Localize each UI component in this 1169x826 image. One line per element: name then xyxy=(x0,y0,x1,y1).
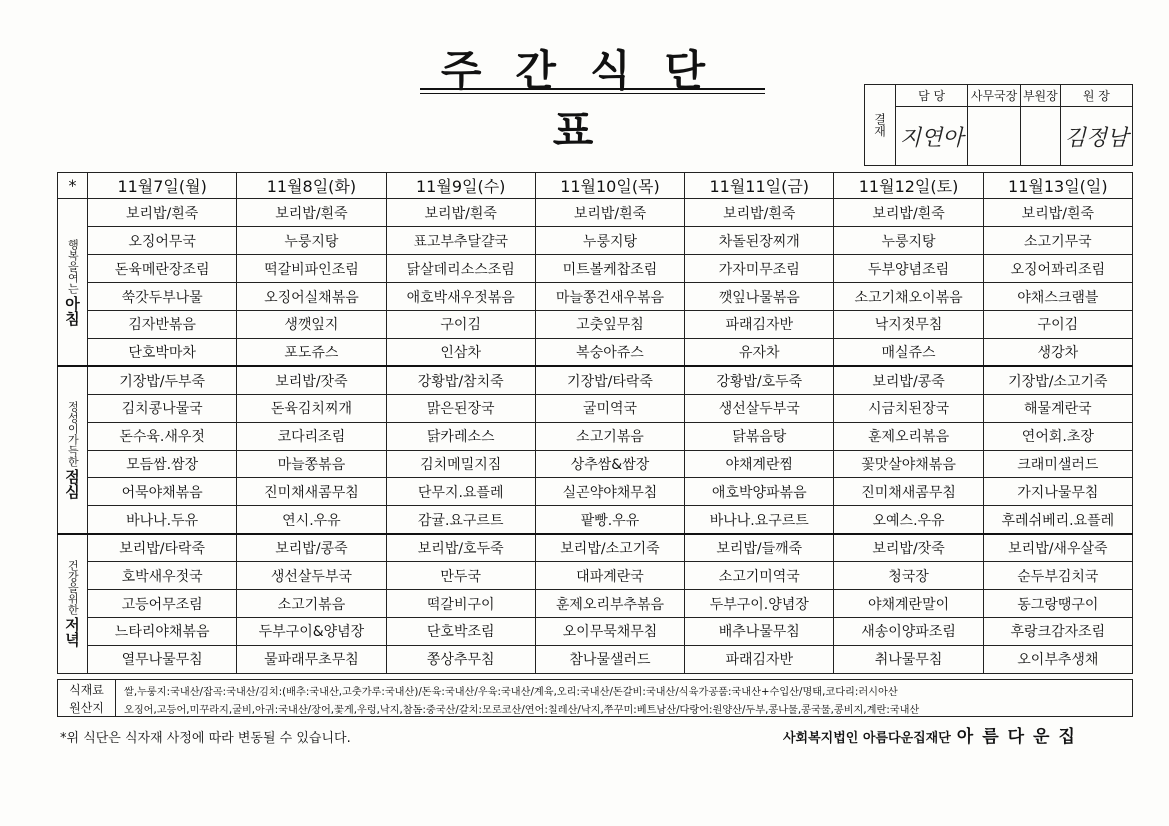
menu-item: 오징어꽈리조림 xyxy=(983,255,1132,283)
menu-row xyxy=(58,422,1133,450)
menu-item: 보리밥/호두죽 xyxy=(386,534,535,562)
menu-item: 새송이양파조림 xyxy=(834,617,983,645)
menu-item: 오이무묵채무침 xyxy=(535,617,684,645)
menu-row xyxy=(58,283,1133,311)
menu-item: 진미채새콤무침 xyxy=(237,478,386,506)
menu-row xyxy=(58,227,1133,255)
menu-row xyxy=(58,394,1133,422)
menu-item: 두부양념조림 xyxy=(834,255,983,283)
menu-item: 후랑크감자조림 xyxy=(983,617,1132,645)
day-header: 11월7일(월) xyxy=(88,173,237,199)
menu-item: 마늘쫑볶음 xyxy=(237,450,386,478)
menu-item: 누룽지탕 xyxy=(535,227,684,255)
menu-item: 떡갈비파인조림 xyxy=(237,255,386,283)
menu-item: 모듬쌈.쌈장 xyxy=(88,450,237,478)
header-row xyxy=(58,173,1133,199)
menu-item: 매실쥬스 xyxy=(834,338,983,366)
meal-label: 행복을여는 xyxy=(66,238,80,294)
approval-signature xyxy=(1020,107,1060,166)
menu-item: 코다리조림 xyxy=(237,422,386,450)
menu-row xyxy=(58,450,1133,478)
menu-item: 후레쉬베리.요플레 xyxy=(983,506,1132,534)
menu-item: 굴미역국 xyxy=(535,394,684,422)
origin-label xyxy=(58,680,116,716)
menu-item: 훈제오리부추볶음 xyxy=(535,590,684,618)
menu-item: 어묵야채볶음 xyxy=(88,478,237,506)
menu-item: 배추나물무침 xyxy=(685,617,834,645)
change-notice: *위 식단은 식자재 사정에 따라 변동될 수 있습니다. xyxy=(60,731,351,746)
menu-row xyxy=(58,534,1133,562)
origin-line-1: 쌀,누룽지:국내산/잡곡:국내산/김치:(배추:국내산,고춧가루:국내산)/돈육:국내산/우육:국내산/계육,오리:국내산/돈갈비:국내산/식육가공품:국내산+수입산/명태,코다리:러시아산 xyxy=(124,687,898,698)
menu-item: 순두부김치국 xyxy=(983,562,1132,590)
menu-item: 애호박양파볶음 xyxy=(685,478,834,506)
menu-item: 대파계란국 xyxy=(535,562,684,590)
approval-label: 결재 xyxy=(865,85,896,166)
menu-row xyxy=(58,562,1133,590)
menu-row xyxy=(58,199,1133,227)
menu-item: 떡갈비구이 xyxy=(386,590,535,618)
menu-item: 바나나.두유 xyxy=(88,506,237,534)
menu-item: 단호박마차 xyxy=(88,338,237,366)
menu-item: 표고부추달걀국 xyxy=(386,227,535,255)
menu-item: 참나물샐러드 xyxy=(535,645,684,673)
menu-item: 가지나물무침 xyxy=(983,478,1132,506)
menu-item: 야채계란찜 xyxy=(685,450,834,478)
menu-item: 쑥갓두부나물 xyxy=(88,283,237,311)
title-underline-thin xyxy=(420,93,765,94)
meal-label-cell xyxy=(58,366,88,533)
approval-role: 담 당 xyxy=(896,85,968,107)
menu-row xyxy=(58,338,1133,366)
menu-item: 기장밥/소고기죽 xyxy=(983,366,1132,394)
menu-item: 호박새우젓국 xyxy=(88,562,237,590)
menu-item: 미트볼케찹조림 xyxy=(535,255,684,283)
origin-label-origin: 원산지 xyxy=(69,700,104,715)
menu-item: 돈수육.새우젓 xyxy=(88,422,237,450)
menu-item: 생강차 xyxy=(983,338,1132,366)
menu-item: 오징어실채볶음 xyxy=(237,283,386,311)
menu-item: 차돌된장찌개 xyxy=(685,227,834,255)
menu-item: 고춧잎무침 xyxy=(535,311,684,339)
meal-label: 건강을위한 xyxy=(66,560,80,616)
menu-item: 보리밥/흰죽 xyxy=(685,199,834,227)
menu-item: 기장밥/두부죽 xyxy=(88,366,237,394)
title-underline xyxy=(420,88,765,90)
approval-role: 부원장 xyxy=(1020,85,1060,107)
menu-item: 누룽지탕 xyxy=(237,227,386,255)
menu-row xyxy=(58,311,1133,339)
menu-row xyxy=(58,366,1133,394)
menu-item: 닭살데리소스조림 xyxy=(386,255,535,283)
menu-item: 맑은된장국 xyxy=(386,394,535,422)
approval-box xyxy=(864,84,1133,166)
menu-item: 진미채새콤무침 xyxy=(834,478,983,506)
menu-item: 상추쌈&쌈장 xyxy=(535,450,684,478)
menu-item: 김자반볶음 xyxy=(88,311,237,339)
origin-label-ingredients: 식재료 xyxy=(69,682,104,697)
meal-name: 아침 xyxy=(63,295,81,326)
menu-item: 보리밥/흰죽 xyxy=(237,199,386,227)
menu-item: 오징어무국 xyxy=(88,227,237,255)
menu-item: 김치콩나물국 xyxy=(88,394,237,422)
menu-item: 단무지.요플레 xyxy=(386,478,535,506)
approval-signature xyxy=(968,107,1021,166)
menu-row xyxy=(58,590,1133,618)
menu-item: 보리밥/흰죽 xyxy=(88,199,237,227)
menu-item: 파래김자반 xyxy=(685,311,834,339)
menu-item: 야채계란말이 xyxy=(834,590,983,618)
menu-item: 포도쥬스 xyxy=(237,338,386,366)
meal-label: 정성이가득한 xyxy=(66,401,80,468)
organization-title: 아름다운집 xyxy=(956,727,1084,747)
menu-item: 보리밥/타락죽 xyxy=(88,534,237,562)
menu-item: 쫑상추무침 xyxy=(386,645,535,673)
menu-item: 생깻잎지 xyxy=(237,311,386,339)
menu-item: 소고기볶음 xyxy=(237,590,386,618)
menu-item: 강황밥/호두죽 xyxy=(685,366,834,394)
menu-item: 훈제오리볶음 xyxy=(834,422,983,450)
menu-item: 물파래무초무침 xyxy=(237,645,386,673)
menu-item: 구이김 xyxy=(983,311,1132,339)
corner-cell: * xyxy=(58,173,88,199)
menu-item: 유자차 xyxy=(685,338,834,366)
menu-item: 보리밥/들깨죽 xyxy=(685,534,834,562)
menu-item: 크래미샐러드 xyxy=(983,450,1132,478)
meal-name: 점심 xyxy=(63,469,81,500)
approval-role: 원 장 xyxy=(1060,85,1132,107)
origin-line-2: 오징어,고등어,미꾸라지,굴비,아귀:국내산/장어,꽃게,우렁,낙지,참돔:중국산/갈치:모로코산/연어:칠레산/낙지,쭈꾸미:베트남산/다랑어:원양산/두부,콩나물,콩국물,콩비지,계란:국내산 xyxy=(124,705,920,716)
menu-item: 보리밥/흰죽 xyxy=(834,199,983,227)
menu-item: 동그랑땡구이 xyxy=(983,590,1132,618)
meal-name: 저녁 xyxy=(63,617,81,648)
menu-item: 연시.우유 xyxy=(237,506,386,534)
menu-item: 취나물무침 xyxy=(834,645,983,673)
menu-item: 파래김자반 xyxy=(685,645,834,673)
menu-item: 열무나물무침 xyxy=(88,645,237,673)
menu-item: 해물계란국 xyxy=(983,394,1132,422)
menu-item: 깻잎나물볶음 xyxy=(685,283,834,311)
menu-item: 복숭아쥬스 xyxy=(535,338,684,366)
menu-item: 가자미무조림 xyxy=(685,255,834,283)
menu-item: 팥빵.우유 xyxy=(535,506,684,534)
approval-role: 사무국장 xyxy=(968,85,1021,107)
organization-name xyxy=(783,722,1084,747)
menu-item: 낙지젓무침 xyxy=(834,311,983,339)
menu-item: 돈육메란장조림 xyxy=(88,255,237,283)
menu-item: 소고기볶음 xyxy=(535,422,684,450)
menu-item: 소고기무국 xyxy=(983,227,1132,255)
menu-item: 보리밥/콩죽 xyxy=(834,366,983,394)
menu-item: 오이부추생채 xyxy=(983,645,1132,673)
menu-row xyxy=(58,617,1133,645)
menu-item: 보리밥/흰죽 xyxy=(535,199,684,227)
menu-item: 시금치된장국 xyxy=(834,394,983,422)
menu-item: 생선살두부국 xyxy=(685,394,834,422)
day-header: 11월8일(화) xyxy=(237,173,386,199)
menu-item: 인삼차 xyxy=(386,338,535,366)
menu-item: 느타리야채볶음 xyxy=(88,617,237,645)
menu-item: 보리밥/콩죽 xyxy=(237,534,386,562)
menu-item: 실곤약야채무침 xyxy=(535,478,684,506)
menu-row xyxy=(58,506,1133,534)
menu-item: 보리밥/잣죽 xyxy=(237,366,386,394)
menu-item: 두부구이.양념장 xyxy=(685,590,834,618)
menu-item: 감귤.요구르트 xyxy=(386,506,535,534)
menu-item: 야채스크램블 xyxy=(983,283,1132,311)
menu-item: 보리밥/흰죽 xyxy=(386,199,535,227)
menu-item: 보리밥/새우살죽 xyxy=(983,534,1132,562)
menu-item: 보리밥/소고기죽 xyxy=(535,534,684,562)
day-header: 11월9일(수) xyxy=(386,173,535,199)
menu-item: 김치메밀지짐 xyxy=(386,450,535,478)
menu-row xyxy=(58,645,1133,673)
menu-row xyxy=(58,255,1133,283)
menu-item: 보리밥/흰죽 xyxy=(983,199,1132,227)
menu-item: 닭카레소스 xyxy=(386,422,535,450)
menu-item: 보리밥/잣죽 xyxy=(834,534,983,562)
menu-item: 기장밥/타락죽 xyxy=(535,366,684,394)
menu-item: 소고기미역국 xyxy=(685,562,834,590)
menu-item: 오예스.우유 xyxy=(834,506,983,534)
menu-item: 단호박조림 xyxy=(386,617,535,645)
weekly-menu-table xyxy=(57,172,1133,674)
approval-signature: 김정남 xyxy=(1060,107,1132,166)
menu-item: 강황밥/참치죽 xyxy=(386,366,535,394)
day-header: 11월10일(목) xyxy=(535,173,684,199)
menu-item: 청국장 xyxy=(834,562,983,590)
menu-item: 꽃맛살야채볶음 xyxy=(834,450,983,478)
meal-label-cell xyxy=(58,534,88,674)
menu-item: 돈육김치찌개 xyxy=(237,394,386,422)
menu-row xyxy=(58,478,1133,506)
menu-item: 구이김 xyxy=(386,311,535,339)
meal-label-cell xyxy=(58,199,88,366)
organization-prefix: 사회복지법인 아름다운집재단 xyxy=(783,731,951,746)
menu-item: 생선살두부국 xyxy=(237,562,386,590)
origin-info xyxy=(57,679,1133,717)
day-header: 11월12일(토) xyxy=(834,173,983,199)
day-header: 11월11일(금) xyxy=(685,173,834,199)
menu-item: 소고기채오이볶음 xyxy=(834,283,983,311)
menu-item: 누룽지탕 xyxy=(834,227,983,255)
menu-item: 애호박새우젓볶음 xyxy=(386,283,535,311)
menu-item: 고등어무조림 xyxy=(88,590,237,618)
day-header: 11월13일(일) xyxy=(983,173,1132,199)
menu-item: 바나나.요구르트 xyxy=(685,506,834,534)
approval-signature: 지연아 xyxy=(896,107,968,166)
page-title: 주간식단표 xyxy=(440,46,740,155)
menu-item: 연어회.초장 xyxy=(983,422,1132,450)
menu-item: 닭볶음탕 xyxy=(685,422,834,450)
menu-item: 만두국 xyxy=(386,562,535,590)
menu-item: 마늘쫑건새우볶음 xyxy=(535,283,684,311)
menu-item: 두부구이&양념장 xyxy=(237,617,386,645)
